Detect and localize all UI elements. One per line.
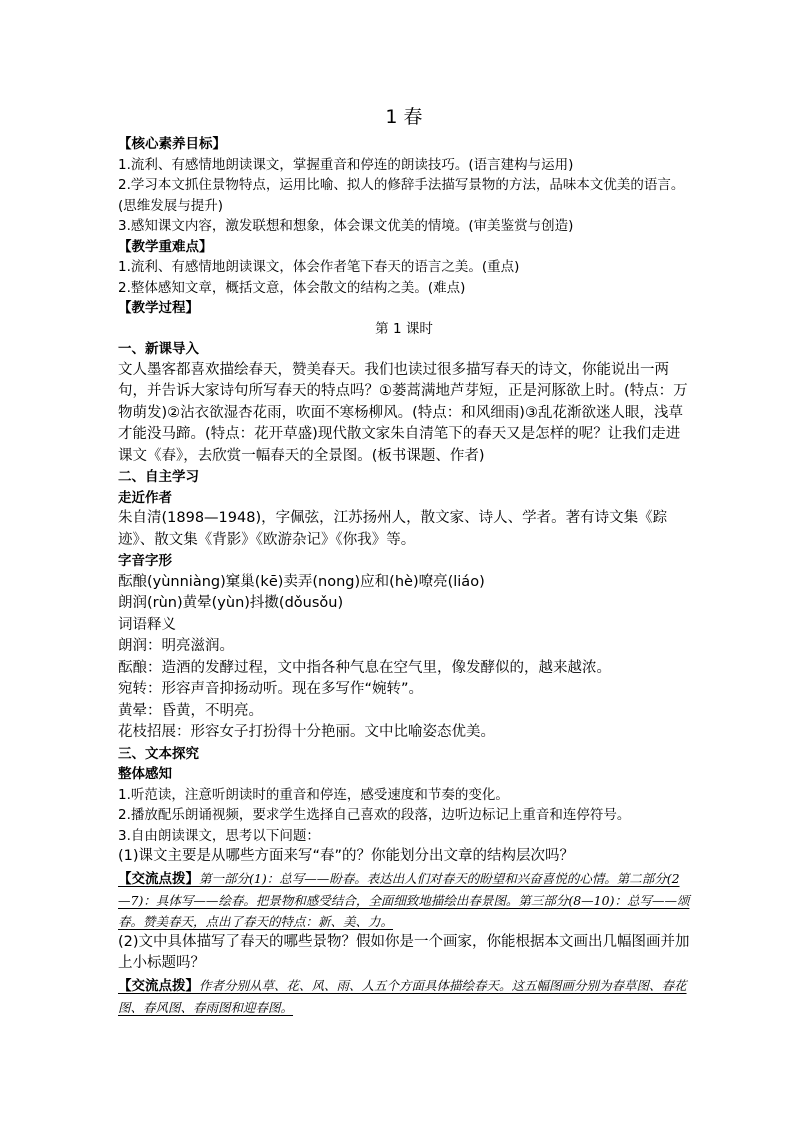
step-item-1: 1.听范读，注意听朗读时的重音和停连，感受速度和节奏的变化。 [118, 786, 509, 803]
answer-2-tag: 【交流点拨】 [118, 977, 199, 994]
key-points-heading: 【教学重难点】 [118, 238, 213, 255]
answer-1-tag: 【交流点拨】 [118, 870, 199, 887]
question-2: (2)文中具体描写了春天的哪些景物？假如你是一个画家，你能根据本文画出几幅图画并加上小标题吗？ [118, 933, 690, 971]
lesson-label: 第 1 课时 [375, 320, 433, 337]
author-paragraph: 朱自清(1898—1948)，字佩弦，江苏扬州人，散文家、诗人、学者。著有诗文集《踪迹》、散文集《背影》《欧游杂记》《你我》等。 [118, 510, 668, 548]
document-page [118, 104, 690, 1018]
phonetics-line-2: 朗润(rùn)黄晕(yùn)抖擞(dǒusǒu) [118, 595, 344, 611]
vocab-item-2: 酝酿：造酒的发酵过程，文中指各种气息在空气里，像发酵似的，越来越浓。 [118, 659, 611, 676]
intro-heading: 一、新课导入 [118, 341, 199, 357]
key-point-item-1: 1.流利、有感情地朗读课文，体会作者笔下春天的语言之美。(重点) [118, 259, 520, 275]
goal-item-2: 2.学习本文抓住景物特点，运用比喻、拟人的修辞手法描写景物的方法，品味本文优美的语言。(思维发展与提升) [118, 177, 685, 214]
vocab-item-4: 黄晕：昏黄，不明亮。 [118, 702, 263, 719]
page-title: 1 春 [385, 106, 423, 128]
answer-2-text: 作者分别从草、花、风、雨、人五个方面具体描绘春天。这五幅图画分别为春草图、春花图、春风图、春雨图和迎春图。 [118, 977, 687, 1015]
self-study-heading: 二、自主学习 [118, 469, 199, 485]
process-heading: 【教学过程】 [118, 300, 199, 316]
vocab-item-1: 朗润：明亮滋润。 [118, 638, 234, 654]
question-1: (1)课文主要是从哪些方面来写“春”的？你能划分出文章的结构层次吗？ [118, 848, 575, 864]
step-item-3: 3.自由朗读课文，思考以下问题： [118, 827, 320, 844]
phonetics-line-1: 酝酿(yùnniàng)窠巢(kē)卖弄(nong)应和(hè)嘹亮(liáo) [118, 573, 485, 590]
explore-heading: 三、文本探究 [118, 745, 199, 762]
phonetics-heading: 字音字形 [118, 553, 172, 569]
step-item-2: 2.播放配乐朗诵视频，要求学生选择自己喜欢的段落，边听边标记上重音和连停符号。 [118, 807, 631, 823]
answer-1 [118, 868, 690, 932]
intro-paragraph: 文人墨客都喜欢描绘春天，赞美春天。我们也读过很多描写春天的诗文，你能说出一两句，并告诉大家诗句所写春天的特点吗？①蒌蒿满地芦芽短，正是河豚欲上时。(特点：万物萌发)②沾衣欲湿杏花雨，吹面不寒杨柳风。(特点：和风细雨)③乱花渐欲迷人眼，浅草才能没马蹄。(特点：花开草盛)现代散文家朱自清笔下的春天又是怎样的呢？让我们走进课文《春》，去欣赏一幅春天的全景图。(板书课题、作者) [118, 361, 688, 464]
overall-heading: 整体感知 [118, 766, 172, 782]
goal-item-1: 1.流利、有感情地朗读课文，掌握重音和停连的朗读技巧。(语言建构与运用) [118, 156, 574, 173]
goal-item-3: 3.感知课文内容，激发联想和想象，体会课文优美的情境。(审美鉴赏与创造) [118, 218, 574, 234]
vocab-item-3: 宛转：形容声音抑扬动听。现在多写作“婉转”。 [118, 681, 424, 697]
vocab-heading: 词语释义 [118, 616, 176, 633]
vocab-item-5: 花枝招展：形容女子打扮得十分艳丽。文中比喻姿态优美。 [118, 724, 495, 740]
answer-1-text: 第一部分(1)：总写——盼春。表达出人们对春天的盼望和兴奋喜悦的心情。第二部分(2—7)：具体写——绘春。把景物和感受结合，全面细致地描绘出春景图。第三部分(8—10)：总写——颂春。赞美春天，点出了春天的特点：新、美、力。 [118, 870, 690, 929]
answer-2 [118, 975, 690, 1018]
author-heading: 走近作者 [118, 489, 172, 506]
goals-heading: 【核心素养目标】 [118, 136, 226, 152]
key-point-item-2: 2.整体感知文章，概括文意，体会散文的结构之美。(难点) [118, 279, 466, 296]
